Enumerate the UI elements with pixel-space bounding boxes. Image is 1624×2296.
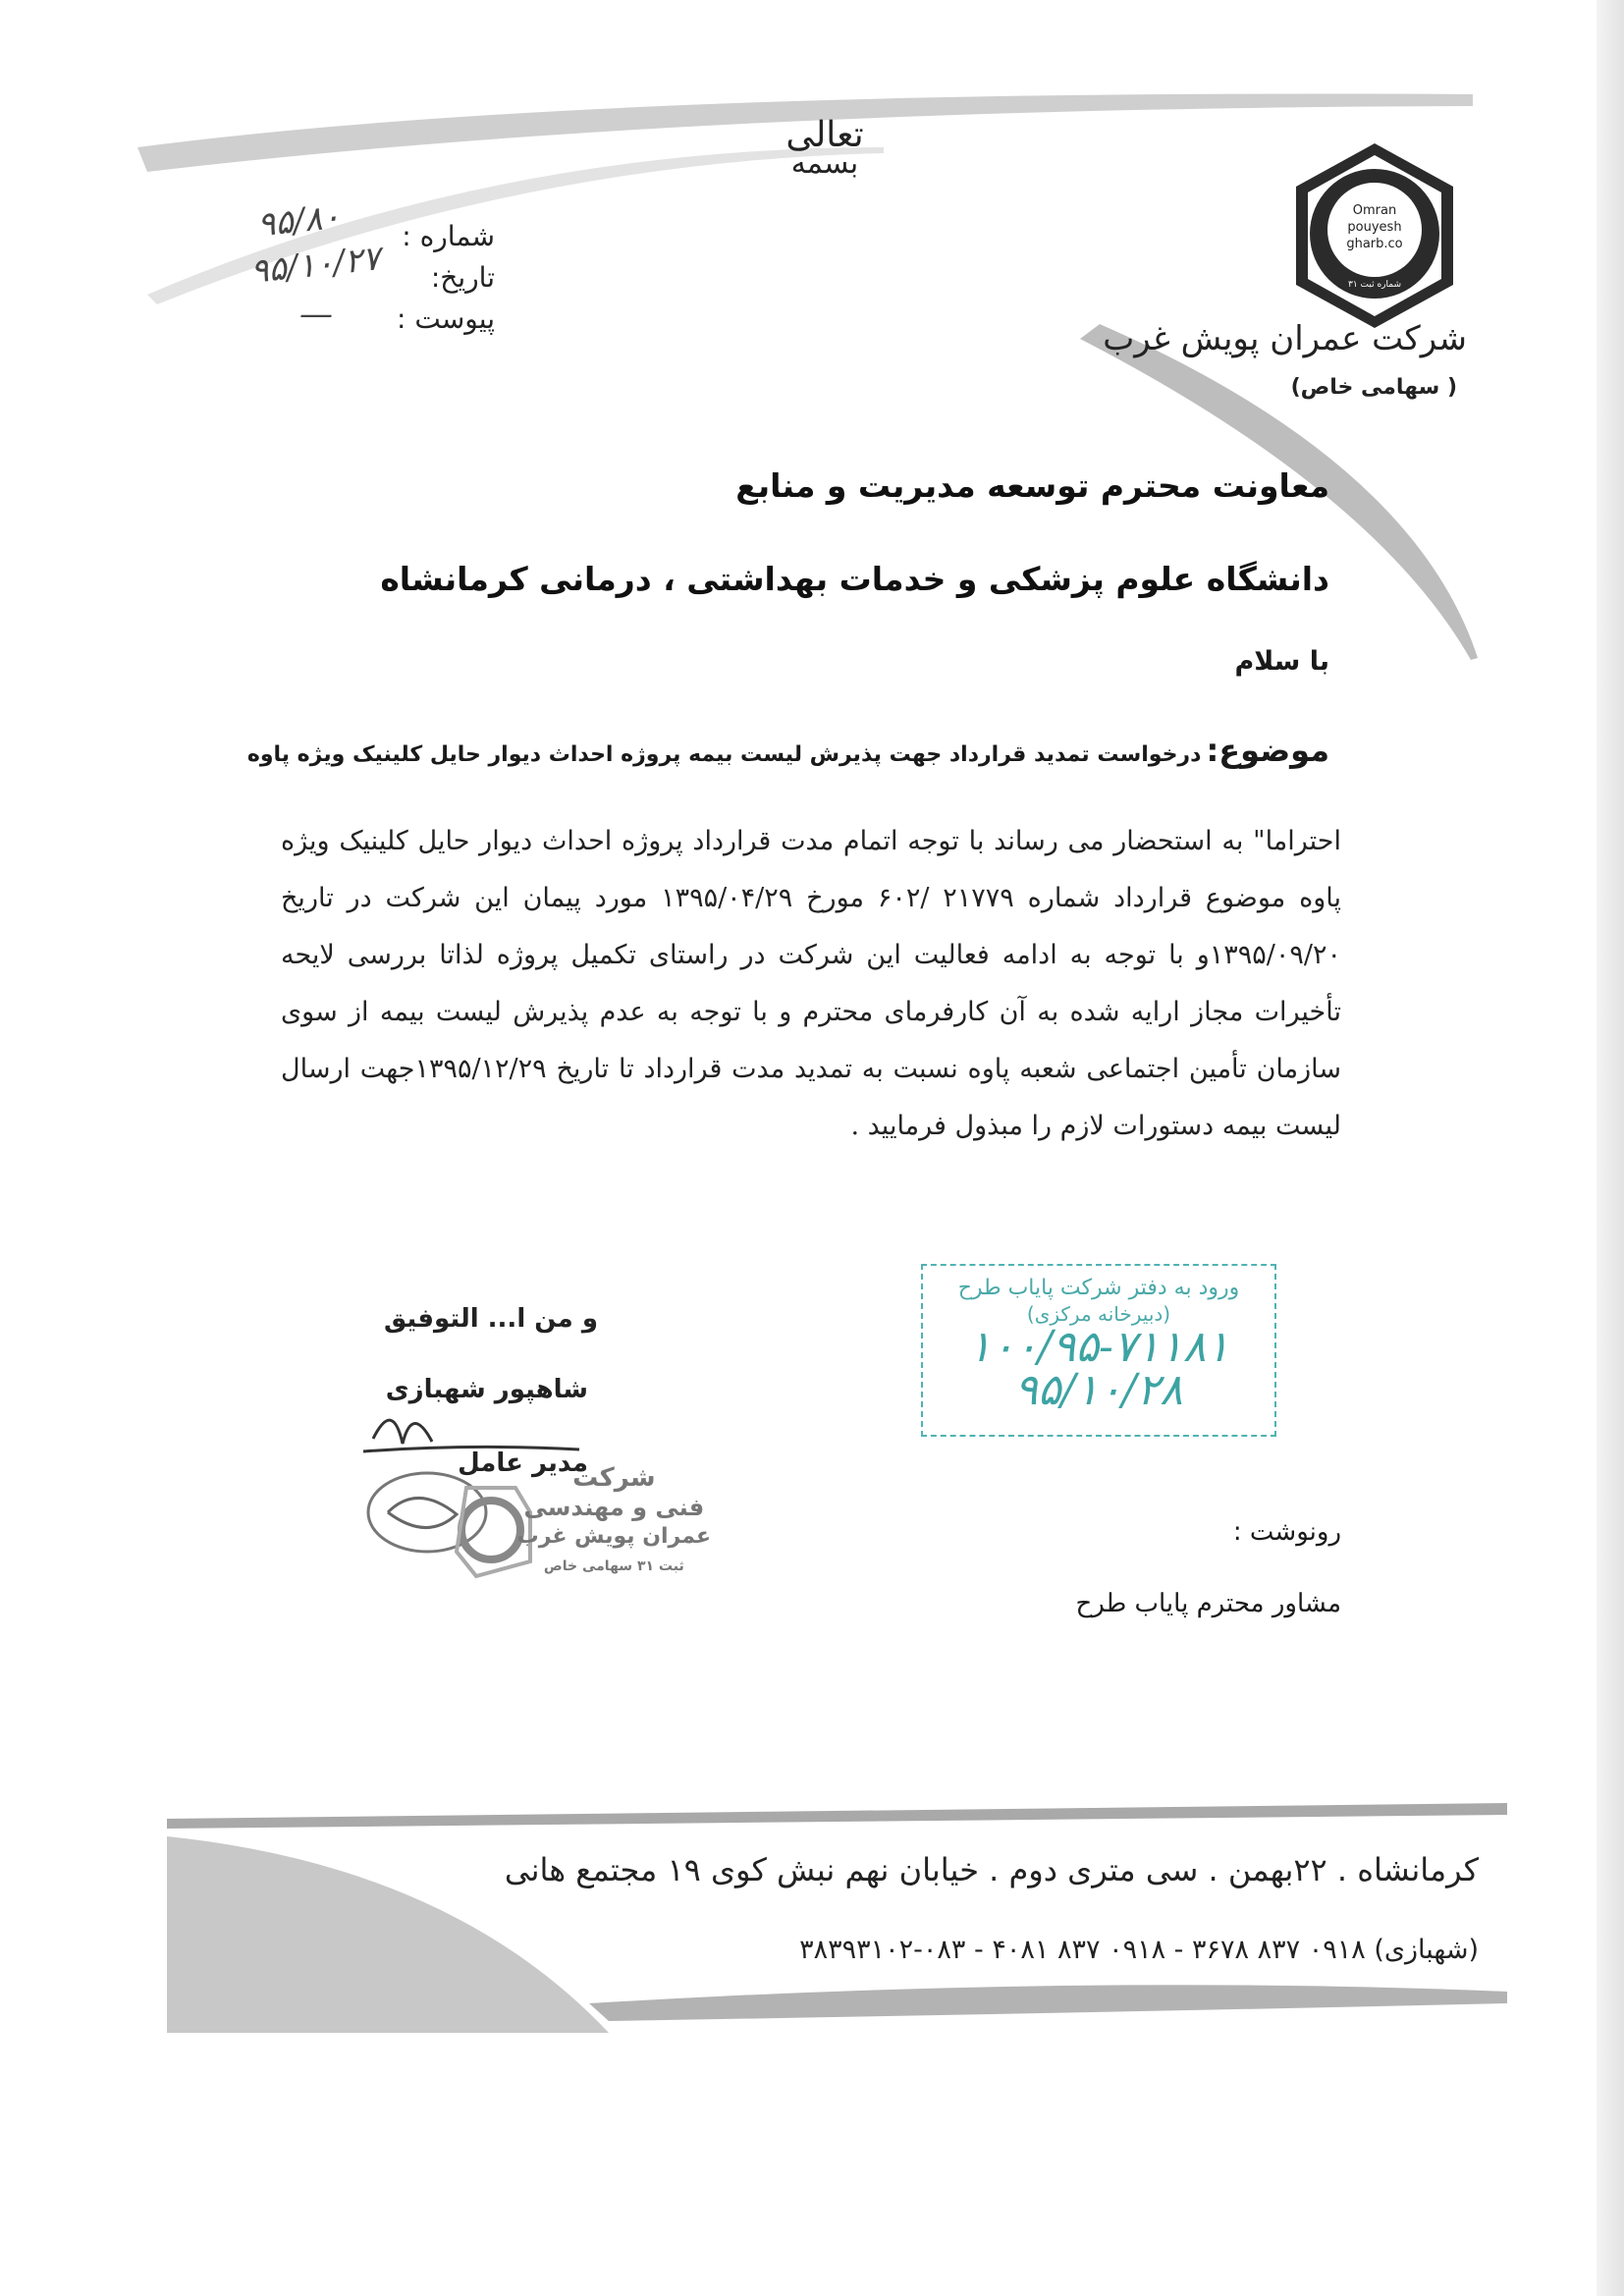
recipient-line-1: معاونت محترم توسعه مدیریت و منابع — [735, 466, 1329, 505]
footer-band-bottom — [589, 1985, 1507, 2021]
attachment-label: پیوست : — [397, 302, 495, 335]
heading-line-1: تعالی — [785, 115, 864, 155]
logo-text-3: gharb.co — [1346, 237, 1403, 251]
receipt-stamp — [921, 1264, 1276, 1437]
date-value: ۹۵/۱۰/۲۷ — [248, 239, 383, 292]
stamp-date: ۹۵/۱۰/۲۸ — [1014, 1365, 1183, 1415]
logo-reg: شماره ثبت ۳۱ — [1348, 280, 1401, 290]
company-name: شرکت عمران پویش غرب — [1103, 319, 1467, 358]
closing-phrase: و من ا... التوفیق — [383, 1304, 598, 1334]
subject-line — [247, 732, 1329, 769]
cc-recipient: مشاور محترم پایاب طرح — [1075, 1589, 1341, 1618]
basmala-heading — [746, 115, 903, 181]
signatory-title: مدیر عامل — [458, 1449, 588, 1478]
footer-phones: (شهبازی) ۰۹۱۸ ۸۳۷ ۳۶۷۸ - ۰۹۱۸ ۸۳۷ ۴۰۸۱ - ۰۸۳-۳۸۳۹۳۱۰۲ — [799, 1935, 1479, 1965]
number-label: شماره : — [402, 220, 495, 252]
footer-band-top — [167, 1803, 1507, 1829]
footer-address: کرمانشاه . ۲۲بهمن . سی متری دوم . خیابان نهم نبش کوی ۱۹ مجتمع هانی — [504, 1851, 1479, 1888]
stamp-line-1: ورود به دفتر شرکت پایاب طرح — [957, 1276, 1240, 1300]
recipient-line-2: دانشگاه علوم پزشکی و خدمات بهداشتی ، درمانی کرمانشاه — [380, 560, 1329, 598]
seal-line-3: عمران پویش غرب — [516, 1524, 711, 1549]
attachment-value: — — [299, 295, 333, 334]
seal-line-1: شرکت — [572, 1463, 656, 1493]
company-type: ( سهامی خاص) — [1290, 375, 1457, 400]
heading-line-2: بسمه — [790, 146, 859, 181]
logo-text-2: pouyesh — [1347, 220, 1402, 235]
cc-heading: رونوشت : — [1232, 1517, 1341, 1547]
body-paragraph: احتراما" به استحضار می رساند با توجه اتمام مدت قرارداد پروژه احداث دیوار حایل کلینیک ویژه پاوه موضوع قرارداد شماره ۲۱۷۷۹ /۶۰۲ مورخ ۱۳۹۵/۰۴/۲۹ مورد پیمان این شرکت در تاریخ ۱۳۹۵/۰۹/۲۰و با توجه به ادامه فعالیت این شرکت در راستای تکمیل پروژه لذاتا بررسی لایحه تأخیرات مجاز ارایه شده به آن کارفرمای محترم و با توجه به عدم پذیرش لیست بیمه از سوی سازمان تأمین اجتماعی شعبه پاوه نسبت به تمدید مدت قرارداد تا تاریخ ۱۳۹۵/۱۲/۲۹جهت ارسال لیست بیمه دستورات لازم را مبذول فرمایید . — [281, 826, 1342, 1141]
seal-line-2: فنی و مهندسی — [523, 1494, 705, 1521]
stamp-line-2: (دبیرخانه مرکزی) — [1026, 1302, 1171, 1326]
company-logo — [1276, 137, 1473, 334]
number-value: ۹۵/۸۰ — [255, 196, 343, 246]
subject-text: درخواست تمدید قرارداد جهت پذیرش لیست بیمه پروژه احداث دیوار حایل کلینیک ویژه پاوه — [246, 742, 1202, 767]
logo-text-1: Omran — [1352, 203, 1397, 218]
letter-body — [281, 813, 1341, 1155]
subject-label: موضوع: — [1206, 732, 1329, 769]
date-label: تاریخ: — [430, 261, 495, 294]
letter-meta — [397, 216, 495, 340]
stamp-number: ۱۰۰/۹۵-۷۱۱۸۱ — [967, 1322, 1230, 1372]
signatory-name: شاهپور شهبازی — [385, 1375, 588, 1404]
greeting: با سلام — [1234, 646, 1329, 677]
seal-line-4: ثبت ۳۱ سهامی خاص — [543, 1558, 684, 1574]
seal-text — [517, 1463, 711, 1581]
